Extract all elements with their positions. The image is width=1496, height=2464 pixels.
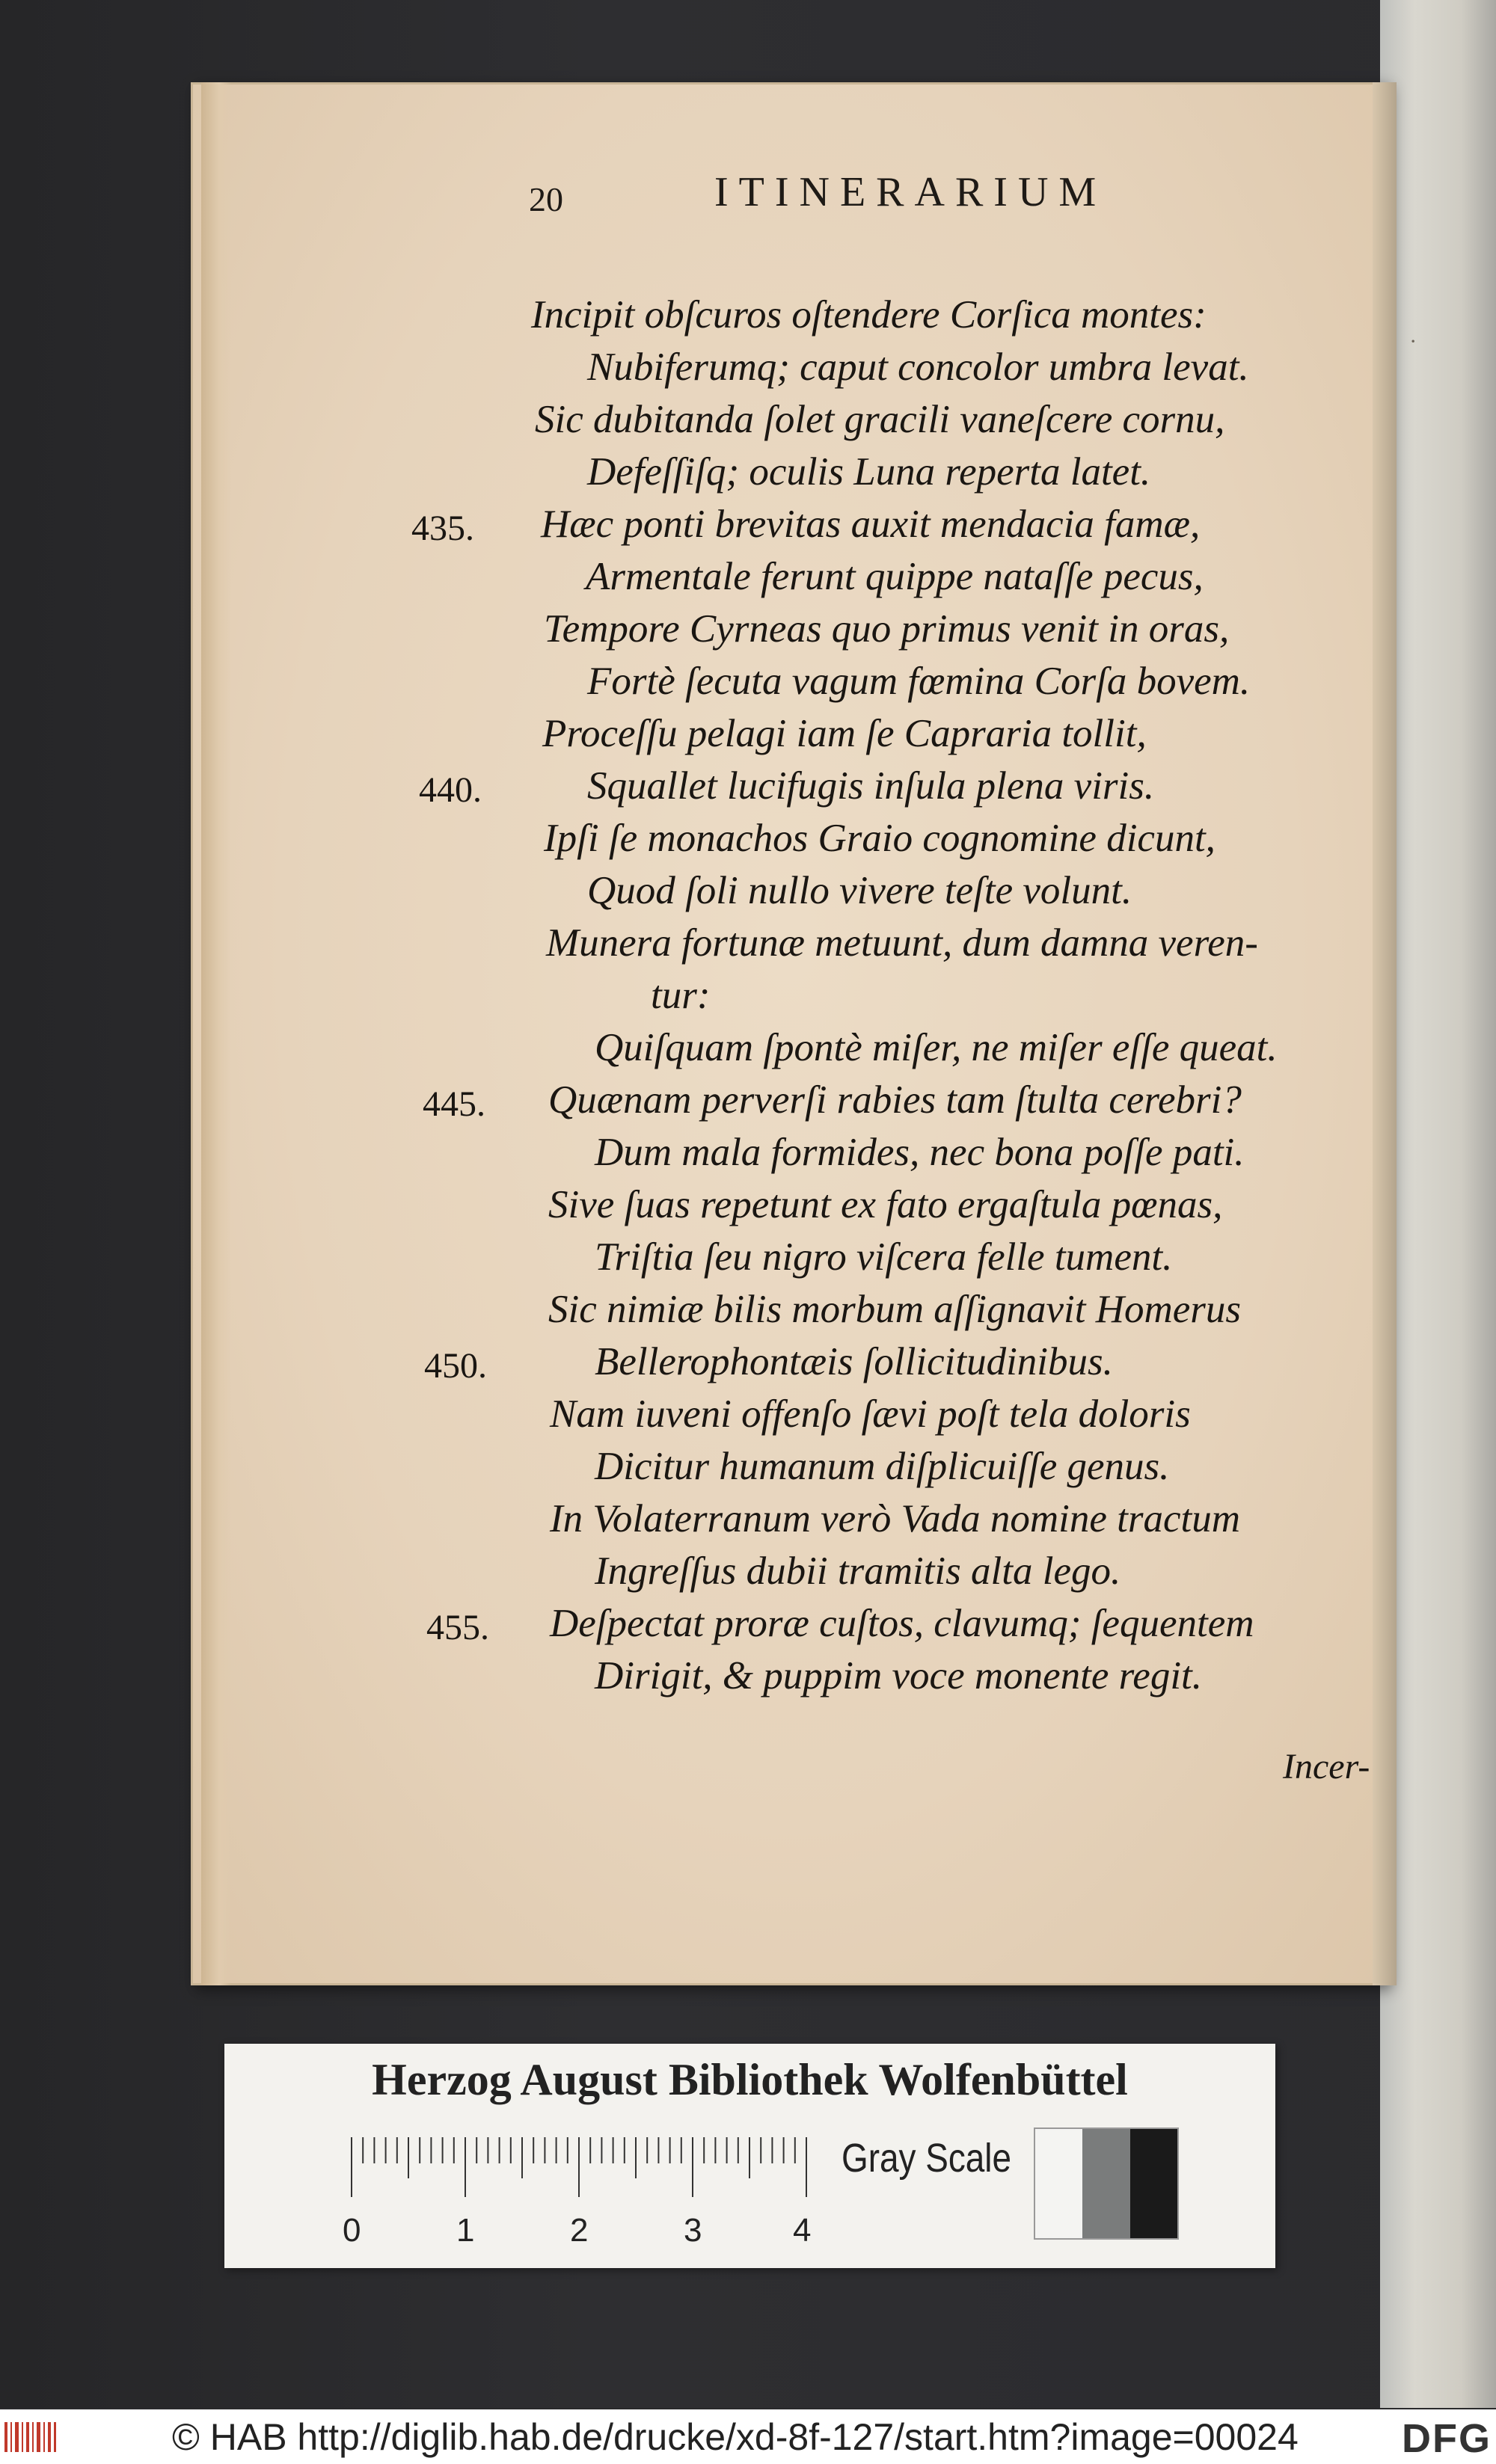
line-number: 455. <box>426 1608 489 1647</box>
book-page <box>191 82 1388 1985</box>
verse-line: Quiſquam ſpontè miſer, ne miſer eſſe queat. <box>595 1026 1278 1069</box>
ruler-scale <box>348 2137 924 2205</box>
verse-line: Nubiferumq; caput concolor umbra levat. <box>587 345 1249 389</box>
verse-line: Quænam perverſi rabies tam ſtulta cerebri? <box>548 1078 1242 1122</box>
verse-line: Dicitur humanum diſplicuiſſe genus. <box>595 1445 1170 1488</box>
verse-line: Incipit obſcuros oſtendere Corſica montes: <box>531 293 1207 337</box>
ruler-number-1: 1 <box>456 2212 475 2249</box>
verse-line: Dirigit, & puppim voce monente regit. <box>595 1654 1203 1698</box>
verse-line: Nam iuveni offenſo ſævi poſt tela doloris <box>550 1392 1191 1436</box>
verse-line: Defeſſiſq; oculis Luna reperta latet. <box>587 450 1151 494</box>
running-title: ITINERARIUM <box>714 169 1107 215</box>
verse-line: In Volaterranum verò Vada nomine tractum <box>550 1497 1240 1540</box>
verse-line: Sive ſuas repetunt ex fato ergaſtula pœnas, <box>548 1183 1223 1226</box>
line-number: 445. <box>423 1084 485 1124</box>
grayscale-label: Gray Scale <box>842 2136 1012 2181</box>
line-number: 435. <box>411 509 474 548</box>
verse-line: Proceſſu pelagi iam ſe Capraria tollit, <box>542 712 1147 755</box>
ruler-number-0: 0 <box>343 2212 361 2249</box>
ruler-number-2: 2 <box>570 2212 589 2249</box>
swatch-white <box>1035 2129 1082 2238</box>
ruler-number-3: 3 <box>684 2212 702 2249</box>
verse-line: tur: <box>651 974 711 1017</box>
page-number: 20 <box>529 180 563 218</box>
verse-line: Tempore Cyrneas quo primus venit in oras, <box>544 607 1230 651</box>
verse-line: Sic nimiæ bilis morbum aſſignavit Homerus <box>548 1288 1242 1331</box>
verse-line: Ingreſſus dubii tramitis alta lego. <box>595 1549 1121 1593</box>
verse-line: Bellerophontæis ſollicitudinibus. <box>595 1340 1113 1383</box>
verse-line: Fortè ſecuta vagum fœmina Corſa bovem. <box>587 660 1251 703</box>
swatch-gray <box>1082 2129 1129 2238</box>
verse-line: Quod ſoli nullo vivere teſte volunt. <box>587 869 1132 912</box>
verse-line: Triſtia ſeu nigro viſcera felle tument. <box>595 1235 1173 1279</box>
verse-line: Deſpectat proræ cuſtos, clavumq; ſequentem <box>550 1602 1254 1645</box>
facing-page-edge <box>1380 0 1496 2408</box>
catchword: Incer- <box>1283 1747 1370 1786</box>
verse-line: Munera fortunæ metuunt, dum damna veren- <box>546 921 1258 965</box>
line-number: 450. <box>424 1346 487 1386</box>
footer-bar <box>0 2409 1496 2464</box>
verse-line: Dum mala formides, nec bona poſſe pati. <box>595 1131 1245 1174</box>
library-name: Herzog August Bibliothek Wolfenbüttel <box>372 2055 1128 2104</box>
verse-line: Sic dubitanda ſolet gracili vaneſcere cornu, <box>535 398 1225 441</box>
facing-page-mark: · <box>1410 329 1416 354</box>
barcode-logo-icon <box>3 2418 63 2456</box>
page-edge <box>1373 82 1397 1985</box>
grayscale-swatches <box>1034 2127 1179 2240</box>
line-number: 440. <box>419 770 482 810</box>
footer-citation-link[interactable]: © HAB http://diglib.hab.de/drucke/xd-8f-127/start.htm?image=00024 <box>172 2416 1299 2458</box>
color-calibration-card <box>224 2044 1275 2268</box>
verse-line: Ipſi ſe monachos Graio cognomine dicunt, <box>544 817 1216 860</box>
ruler-number-4: 4 <box>793 2212 812 2249</box>
verse-line: Armentale ferunt quippe nataſſe pecus, <box>586 555 1204 598</box>
swatch-black <box>1130 2129 1177 2238</box>
dfg-logo: DFG <box>1402 2416 1492 2461</box>
verse-line: Squallet lucifugis inſula plena viris. <box>587 764 1155 808</box>
verse-line: Hæc ponti brevitas auxit mendacia famæ, <box>541 503 1201 546</box>
